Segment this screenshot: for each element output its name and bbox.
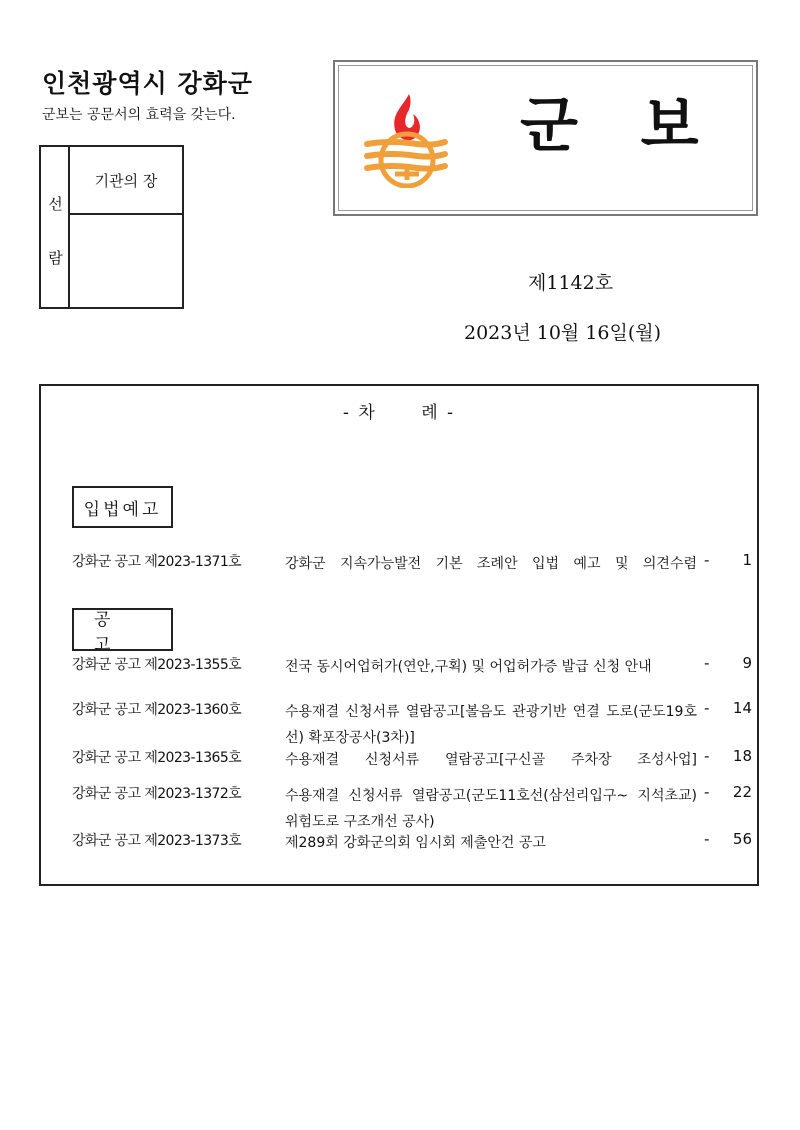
- masthead-title: 군 보: [520, 91, 699, 161]
- entry-page: 22: [732, 783, 752, 801]
- entry-page: 18: [732, 747, 752, 765]
- approval-side: [41, 147, 70, 307]
- entry-dash: -: [704, 830, 710, 848]
- entry-number: 강화군 공고 제2023-1360호: [72, 702, 242, 718]
- entry-number: 강화군 공고 제2023-1373호: [72, 833, 242, 849]
- approval-side-top: 선: [48, 195, 63, 213]
- tagline: 군보는 공문서의 효력을 갖는다.: [42, 107, 236, 123]
- entry-dash: -: [704, 747, 710, 765]
- approval-side-bottom: 람: [48, 249, 63, 267]
- entry-title: 제289회 강화군의회 임시회 제출안건 공고: [285, 835, 546, 851]
- approval-head: 기관의 장: [70, 147, 182, 215]
- entry-title: 수용재결 신청서류 열람공고(군도11호선(삼선리입구~ 지석초교) 위험도로 구조개선 공사): [285, 788, 697, 830]
- section-public-notice: 공 고: [72, 608, 173, 651]
- issue-number: 제1142호: [528, 272, 614, 294]
- entry-number: 강화군 공고 제2023-1365호: [72, 750, 242, 766]
- entry-dash: -: [704, 699, 710, 717]
- entry-title: 수용재결 신청서류 열람공고[구신골 주차장 조성사업]: [285, 752, 697, 768]
- entry-number: 강화군 공고 제2023-1372호: [72, 786, 242, 802]
- approval-box: [39, 145, 184, 309]
- entry-page: 56: [732, 830, 752, 848]
- entry-title: 전국 동시어업허가(연안,구획) 및 어업허가증 발급 신청 안내: [285, 659, 652, 675]
- gangwha-emblem-icon: [361, 88, 453, 188]
- entry-dash: -: [704, 654, 710, 672]
- table-of-contents: [39, 384, 759, 886]
- toc-title: - 차 례 -: [342, 403, 456, 423]
- entry-title: 수용재결 신청서류 열람공고[볼음도 관광기반 연결 도로(군도19호선) 확포장공사(3차)]: [285, 704, 697, 746]
- entry-page: 9: [742, 654, 752, 672]
- org-title: 인천광역시 강화군: [42, 69, 253, 98]
- entry-number: 강화군 공고 제2023-1371호: [72, 554, 242, 570]
- entry-title: 강화군 지속가능발전 기본 조례안 입법 예고 및 의견수렴: [285, 556, 697, 572]
- entry-page: 1: [742, 551, 752, 569]
- issue-date: 2023년 10월 16일(월): [464, 322, 662, 344]
- entry-page: 14: [732, 699, 752, 717]
- entry-dash: -: [704, 783, 710, 801]
- entry-dash: -: [704, 551, 710, 569]
- entry-number: 강화군 공고 제2023-1355호: [72, 657, 242, 673]
- section-legislative-notice: 입법예고: [72, 486, 173, 528]
- masthead: [333, 60, 758, 216]
